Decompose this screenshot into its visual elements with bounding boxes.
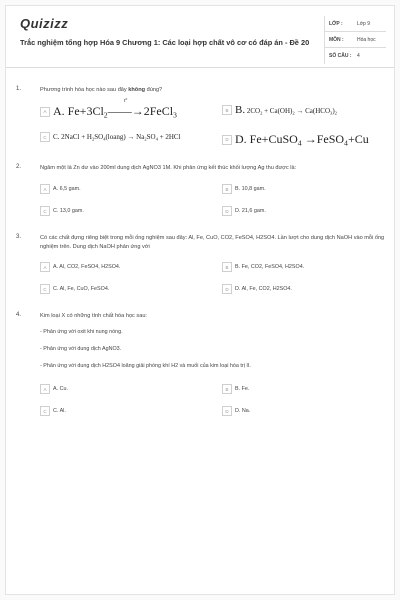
meta-row-count: [325, 48, 386, 64]
option-label: A.: [53, 104, 65, 118]
option-letter-box: D: [222, 135, 232, 145]
option-b[interactable]: [222, 262, 304, 272]
option-letter-box: C: [40, 284, 50, 294]
option-a[interactable]: [40, 99, 177, 120]
option-c[interactable]: [40, 406, 66, 416]
property-item: - Phản ứng với dung dịch AgNO3.: [40, 346, 122, 352]
option-d[interactable]: [222, 206, 266, 216]
option-text: B. Fe, CO2, FeSO4, H2SO4.: [235, 264, 305, 270]
option-b[interactable]: [222, 384, 249, 394]
option-a[interactable]: [40, 262, 120, 272]
option-text: D. Fe+CuSO$_4$ →FeSO$_4$+Cu: [235, 132, 369, 148]
question-text: [40, 86, 386, 95]
option-label: C.: [53, 132, 60, 141]
option-letter-box: B: [222, 105, 232, 115]
option-c[interactable]: [40, 132, 181, 142]
option-letter-box: C: [40, 132, 50, 142]
option-a[interactable]: [40, 384, 68, 394]
option-text: C. Al.: [53, 408, 66, 414]
worksheet-header: [6, 6, 394, 68]
option-c[interactable]: [40, 284, 109, 294]
option-text: A. Cu.: [53, 386, 68, 392]
option-text: C. 2NaCl + $H_2SO_4(loang) \to Na_2SO_4 + 2HCl$: [53, 132, 181, 142]
option-text: A. $Fe+3Cl_2$ t° ——→2FeCl$_3$: [53, 99, 177, 120]
option-text: D. Al, Fe, CO2, H2SO4.: [235, 286, 292, 292]
option-b[interactable]: [222, 184, 266, 194]
question-text: Có các chất đựng riêng biệt trong mỗi ống nghiệm sau đây: Al, Fe, CuO, CO2, FeSO4, H2SO4. Lần lượt cho dung dịch NaOH vào mỗi ống nghiệm trên. Dung dịch NaOH phản ứng với: [40, 235, 385, 250]
option-letter-box: B: [222, 262, 232, 272]
option-letter-box: D: [222, 284, 232, 294]
question-text-bold: không: [128, 87, 146, 93]
option-letter-box: D: [222, 206, 232, 216]
quizizz-logo: Quizizz: [20, 16, 69, 31]
option-text: B. Fe.: [235, 386, 250, 392]
option-text: A. Al, CO2, FeSO4, H2SO4.: [53, 264, 121, 270]
question-text-part: Phương trình hóa học nào sau đây: [40, 87, 129, 93]
option-label: B.: [235, 104, 246, 116]
option-text: C. 13,0 gam.: [53, 208, 84, 214]
option-letter-box: A: [40, 107, 50, 117]
option-letter-box: B: [222, 384, 232, 394]
option-d[interactable]: [222, 284, 292, 294]
question-text: Ngâm một lá Zn dư vào 200ml dung dịch AgNO3 1M. Khi phản ứng kết thúc khối lượng Ag thu được là:: [40, 165, 297, 171]
option-text: D. Na.: [235, 408, 251, 414]
option-letter-box: C: [40, 206, 50, 216]
option-text: D. 21,6 gam.: [235, 208, 266, 214]
option-text: B. $2CO_2 + Ca(OH)_2 \to Ca(HCO_3)_2$: [235, 104, 337, 116]
option-label: D.: [235, 132, 247, 146]
option-text: C. Al, Fe, CuO, FeSO4.: [53, 286, 110, 292]
meta-key: MÔN :: [329, 36, 344, 43]
question-number: 4.: [16, 312, 22, 318]
meta-key: SỐ CÂU :: [329, 53, 352, 59]
option-text: B. 10,8 gam.: [235, 186, 266, 192]
option-letter-box: A: [40, 184, 50, 194]
option-a[interactable]: [40, 184, 81, 194]
option-letter-box: D: [222, 406, 232, 416]
option-letter-box: A: [40, 384, 50, 394]
meta-row-subject: [325, 32, 386, 48]
option-text: A. 6,5 gam.: [53, 186, 81, 192]
question-text: Kim loại X có những tính chất hóa học sau:: [40, 313, 147, 319]
worksheet-page: [5, 5, 395, 595]
question-text-part: đúng?: [145, 87, 163, 93]
question-number: 2.: [16, 164, 22, 170]
option-d[interactable]: [222, 406, 250, 416]
option-d[interactable]: [222, 132, 369, 147]
meta-value: Lớp 9: [357, 20, 371, 27]
question-number: 3.: [16, 234, 22, 240]
option-c[interactable]: [40, 206, 84, 216]
property-item: - Phản ứng với dung dịch H2SO4 loãng giải phóng khí H2 và muối của kim loại hóa trị II.: [40, 363, 251, 369]
option-letter-box: A: [40, 262, 50, 272]
meta-key: LỚP :: [329, 20, 343, 27]
meta-table: [324, 16, 386, 64]
question-number: 1.: [16, 86, 22, 92]
worksheet-title: Trắc nghiệm tổng hợp Hóa 9 Chương 1: Các loại hợp chất vô cơ có đáp án - Đề 20: [20, 38, 310, 47]
option-b[interactable]: [222, 104, 337, 116]
meta-row-grade: [325, 16, 386, 32]
property-item: - Phản ứng với oxit khi nung nóng.: [40, 329, 123, 335]
option-letter-box: C: [40, 406, 50, 416]
meta-value: Hóa học: [357, 36, 376, 43]
option-letter-box: B: [222, 184, 232, 194]
arrow-icon: t° ——→: [107, 99, 144, 118]
meta-value: 4: [357, 53, 360, 59]
